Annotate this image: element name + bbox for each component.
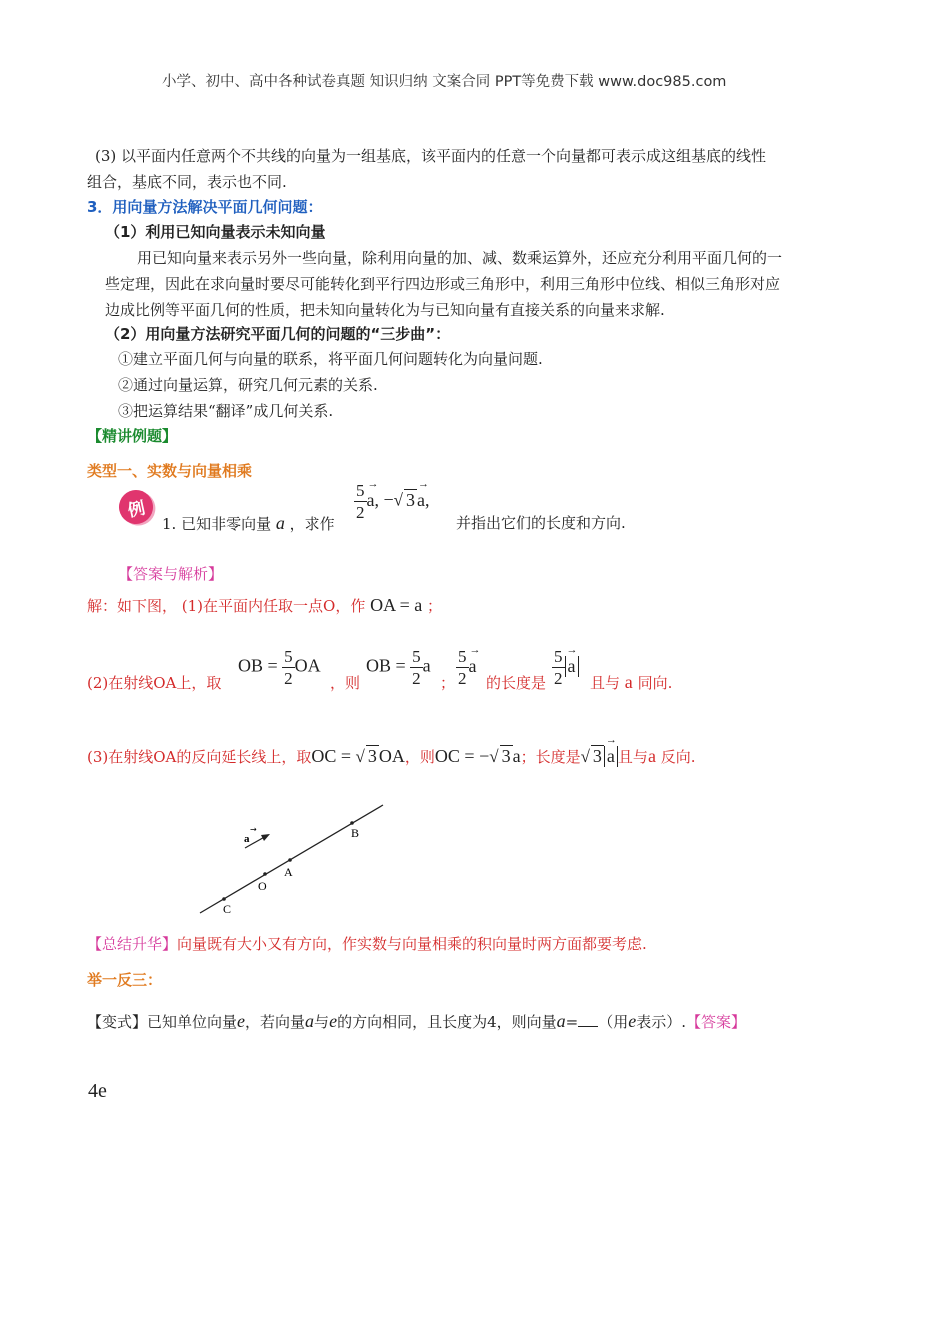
example-expression: $\frac{5}{2}$ → a, −√ 3→ a,	[354, 482, 430, 521]
vector-a-arrowhead	[261, 834, 270, 841]
section-3-title: 3．用向量方法解决平面几何问题：	[87, 198, 323, 216]
oc-equals-neg-sqrt3-a: OC = −√ 3 a	[434, 746, 521, 766]
page-header: 小学、初中、高中各种试卷真题 知识归纳 文案合同 PPT等免费下载 www.doc985.com	[162, 74, 727, 90]
vector-diagram	[190, 795, 400, 920]
vector-a-arrow: → a,	[367, 490, 380, 511]
example-badge: 例	[116, 487, 156, 527]
ray-line	[200, 805, 383, 913]
oc-equals-sqrt3-oa: OC = √ 3 OA	[311, 746, 405, 766]
answer-blank	[578, 1010, 598, 1027]
summary-text: 向量既有大小又有方向，作实数与向量相乘的积向量时两方面都要考虑.	[177, 935, 647, 953]
point-c	[222, 897, 226, 901]
oa-equals-a: OA = a	[370, 595, 423, 615]
subsection-2-title: （2）用向量方法研究平面几何的问题的“三步曲”：	[105, 325, 451, 343]
step-1: ①建立平面几何与向量的联系，将平面几何问题转化为向量问题.	[118, 350, 543, 368]
subsection-1-para-line2: 些定理，因此在求向量时要尽可能转化到平行四边形或三角形中，利用三角形中位线、相似三角形对应	[105, 275, 781, 293]
type-1-heading: 类型一、实数与向量相乘	[87, 462, 253, 480]
same-direction-text: 且与 a 同向.	[590, 672, 673, 692]
figure-label-a-arrow: →	[250, 825, 257, 834]
ob-five-halves-a: OB = $\frac{5}{2}$ a	[366, 647, 431, 688]
variant-line: 【变式】已知单位向量e，若向量a与e的方向相同，且长度为4，则向量a= （用e表示）.【答案】	[87, 1011, 746, 1031]
five-halves-a-vector: $\frac{5}{2}$ → a	[456, 648, 477, 687]
solution-line-3: (3)在射线OA的反向延长线上，取OC = √ 3 OA，则OC = −√ 3 a；长度是√ 3→ a 且与a 反向.	[87, 745, 696, 767]
figure-label-B: B	[351, 826, 360, 840]
vector-a: a	[275, 513, 285, 533]
example-text-mid: ，求作	[289, 515, 335, 533]
figure-label-a: a	[244, 833, 250, 845]
step-3: ③把运算结果“翻译”成几何关系.	[118, 402, 334, 420]
answer-label: 【答案与解析】	[118, 565, 224, 583]
basis-paragraph-line2: 组合，基底不同，表示也不同.	[87, 173, 287, 191]
example-text-after: 并指出它们的长度和方向.	[456, 514, 626, 532]
subsection-1-para-line1: 用已知向量来表示另外一些向量，除利用向量的加、减、数乘运算外，还应充分利用平面几何的一	[137, 249, 783, 267]
example-text-before: 已知非零向量	[181, 515, 272, 533]
length-is-label: 的长度是	[486, 674, 547, 692]
solution-line-1: 解：如下图， (1)在平面内任取一点O，作 OA = a ；	[87, 595, 443, 615]
summary-label: 【总结升华】	[87, 935, 178, 953]
basis-paragraph-line1: (3) 以平面内任意两个不共线的向量为一组基底，该平面内的任意一个向量都可表示成这组基底的线性	[95, 147, 767, 165]
variant-answer: 4e	[88, 1080, 107, 1102]
example-1-prefix	[162, 510, 335, 537]
figure-label-O: O	[258, 879, 267, 893]
solution-line-2-text: (2)在射线OA上，取	[87, 674, 222, 692]
five-halves-abs-a: $\frac{5}{2}$ → a	[552, 648, 579, 687]
subsection-1-para-line3: 边成比例等平面几何的性质，把未知向量转化为与已知向量有直接关系的向量来求解.	[105, 301, 665, 319]
point-b	[350, 821, 354, 825]
point-o	[263, 872, 267, 876]
ob-five-halves-oa: OB = $\frac{5}{2}$ OA	[238, 647, 321, 688]
summary-line	[87, 933, 647, 954]
example-number: 1.	[162, 515, 177, 533]
then-label: ，则	[330, 674, 361, 692]
vector-a-arrow-2: → a,	[417, 490, 430, 511]
figure-label-A: A	[284, 865, 293, 879]
sqrt3-abs-a: √ 3→ a	[581, 746, 618, 766]
practice-heading: 举一反三：	[87, 971, 163, 989]
subsection-1-title: （1）利用已知向量表示未知向量	[105, 223, 326, 241]
variant-label: 【变式】	[87, 1013, 148, 1031]
sqrt-three: 3	[406, 489, 415, 510]
examples-heading: 【精讲例题】	[87, 427, 178, 445]
minus-sign: −	[383, 489, 394, 510]
variant-answer-label: 【答案】	[685, 1013, 746, 1031]
fraction-five-halves: $\frac{5}{2}$	[356, 481, 365, 522]
point-a	[288, 858, 292, 862]
semicolon: ；	[440, 674, 456, 692]
step-2: ②通过向量运算，研究几何元素的关系.	[118, 376, 378, 394]
figure-label-C: C	[223, 902, 232, 916]
